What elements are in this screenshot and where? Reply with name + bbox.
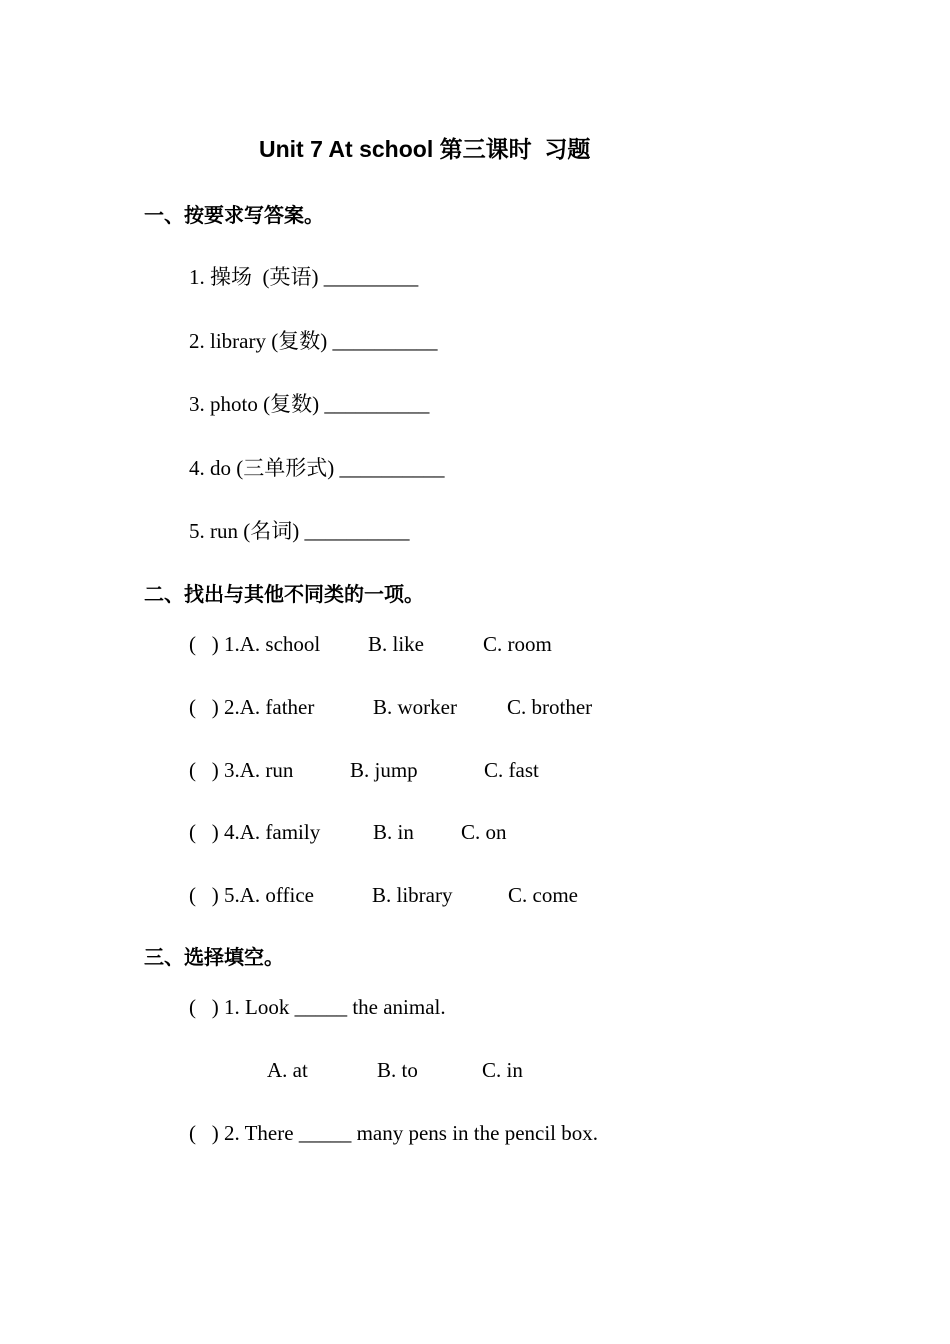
option-b: B. like [368, 632, 424, 656]
option-b: B. library [372, 883, 453, 907]
section-1-item-3: 3. photo (复数) __________ [189, 392, 430, 416]
option-c: C. on [461, 820, 507, 844]
section-1-item-2: 2. library (复数) __________ [189, 329, 438, 353]
option-c: C. in [482, 1058, 523, 1082]
section-3-question-1: ( ) 1. Look _____ the animal. [189, 995, 446, 1019]
option-c: C. room [483, 632, 552, 656]
section-1-item-4: 4. do (三单形式) __________ [189, 456, 445, 480]
option-b: B. in [373, 820, 414, 844]
option-a: ( ) 2.A. father [189, 695, 315, 719]
option-b: B. jump [350, 758, 418, 782]
option-a: ( ) 5.A. office [189, 883, 314, 907]
section-2-heading: 二、找出与其他不同类的一项。 [144, 584, 424, 606]
option-c: C. brother [507, 695, 593, 719]
section-3-question-2: ( ) 2. There _____ many pens in the pencil box. [189, 1121, 599, 1145]
page-title: Unit 7 At school 第三课时 习题 [259, 136, 591, 162]
option-c: C. fast [484, 758, 539, 782]
option-a: A. at [267, 1058, 308, 1082]
section-1-item-1: 1. 操场 (英语) _________ [189, 265, 419, 289]
option-a: ( ) 4.A. family [189, 820, 321, 844]
section-1-item-5: 5. run (名词) __________ [189, 519, 410, 543]
option-b: B. to [377, 1058, 418, 1082]
option-c: C. come [508, 883, 578, 907]
option-b: B. worker [373, 695, 457, 719]
option-a: ( ) 1.A. school [189, 632, 321, 656]
section-3-heading: 三、选择填空。 [144, 947, 284, 969]
option-a: ( ) 3.A. run [189, 758, 294, 782]
section-1-heading: 一、按要求写答案。 [144, 205, 324, 227]
